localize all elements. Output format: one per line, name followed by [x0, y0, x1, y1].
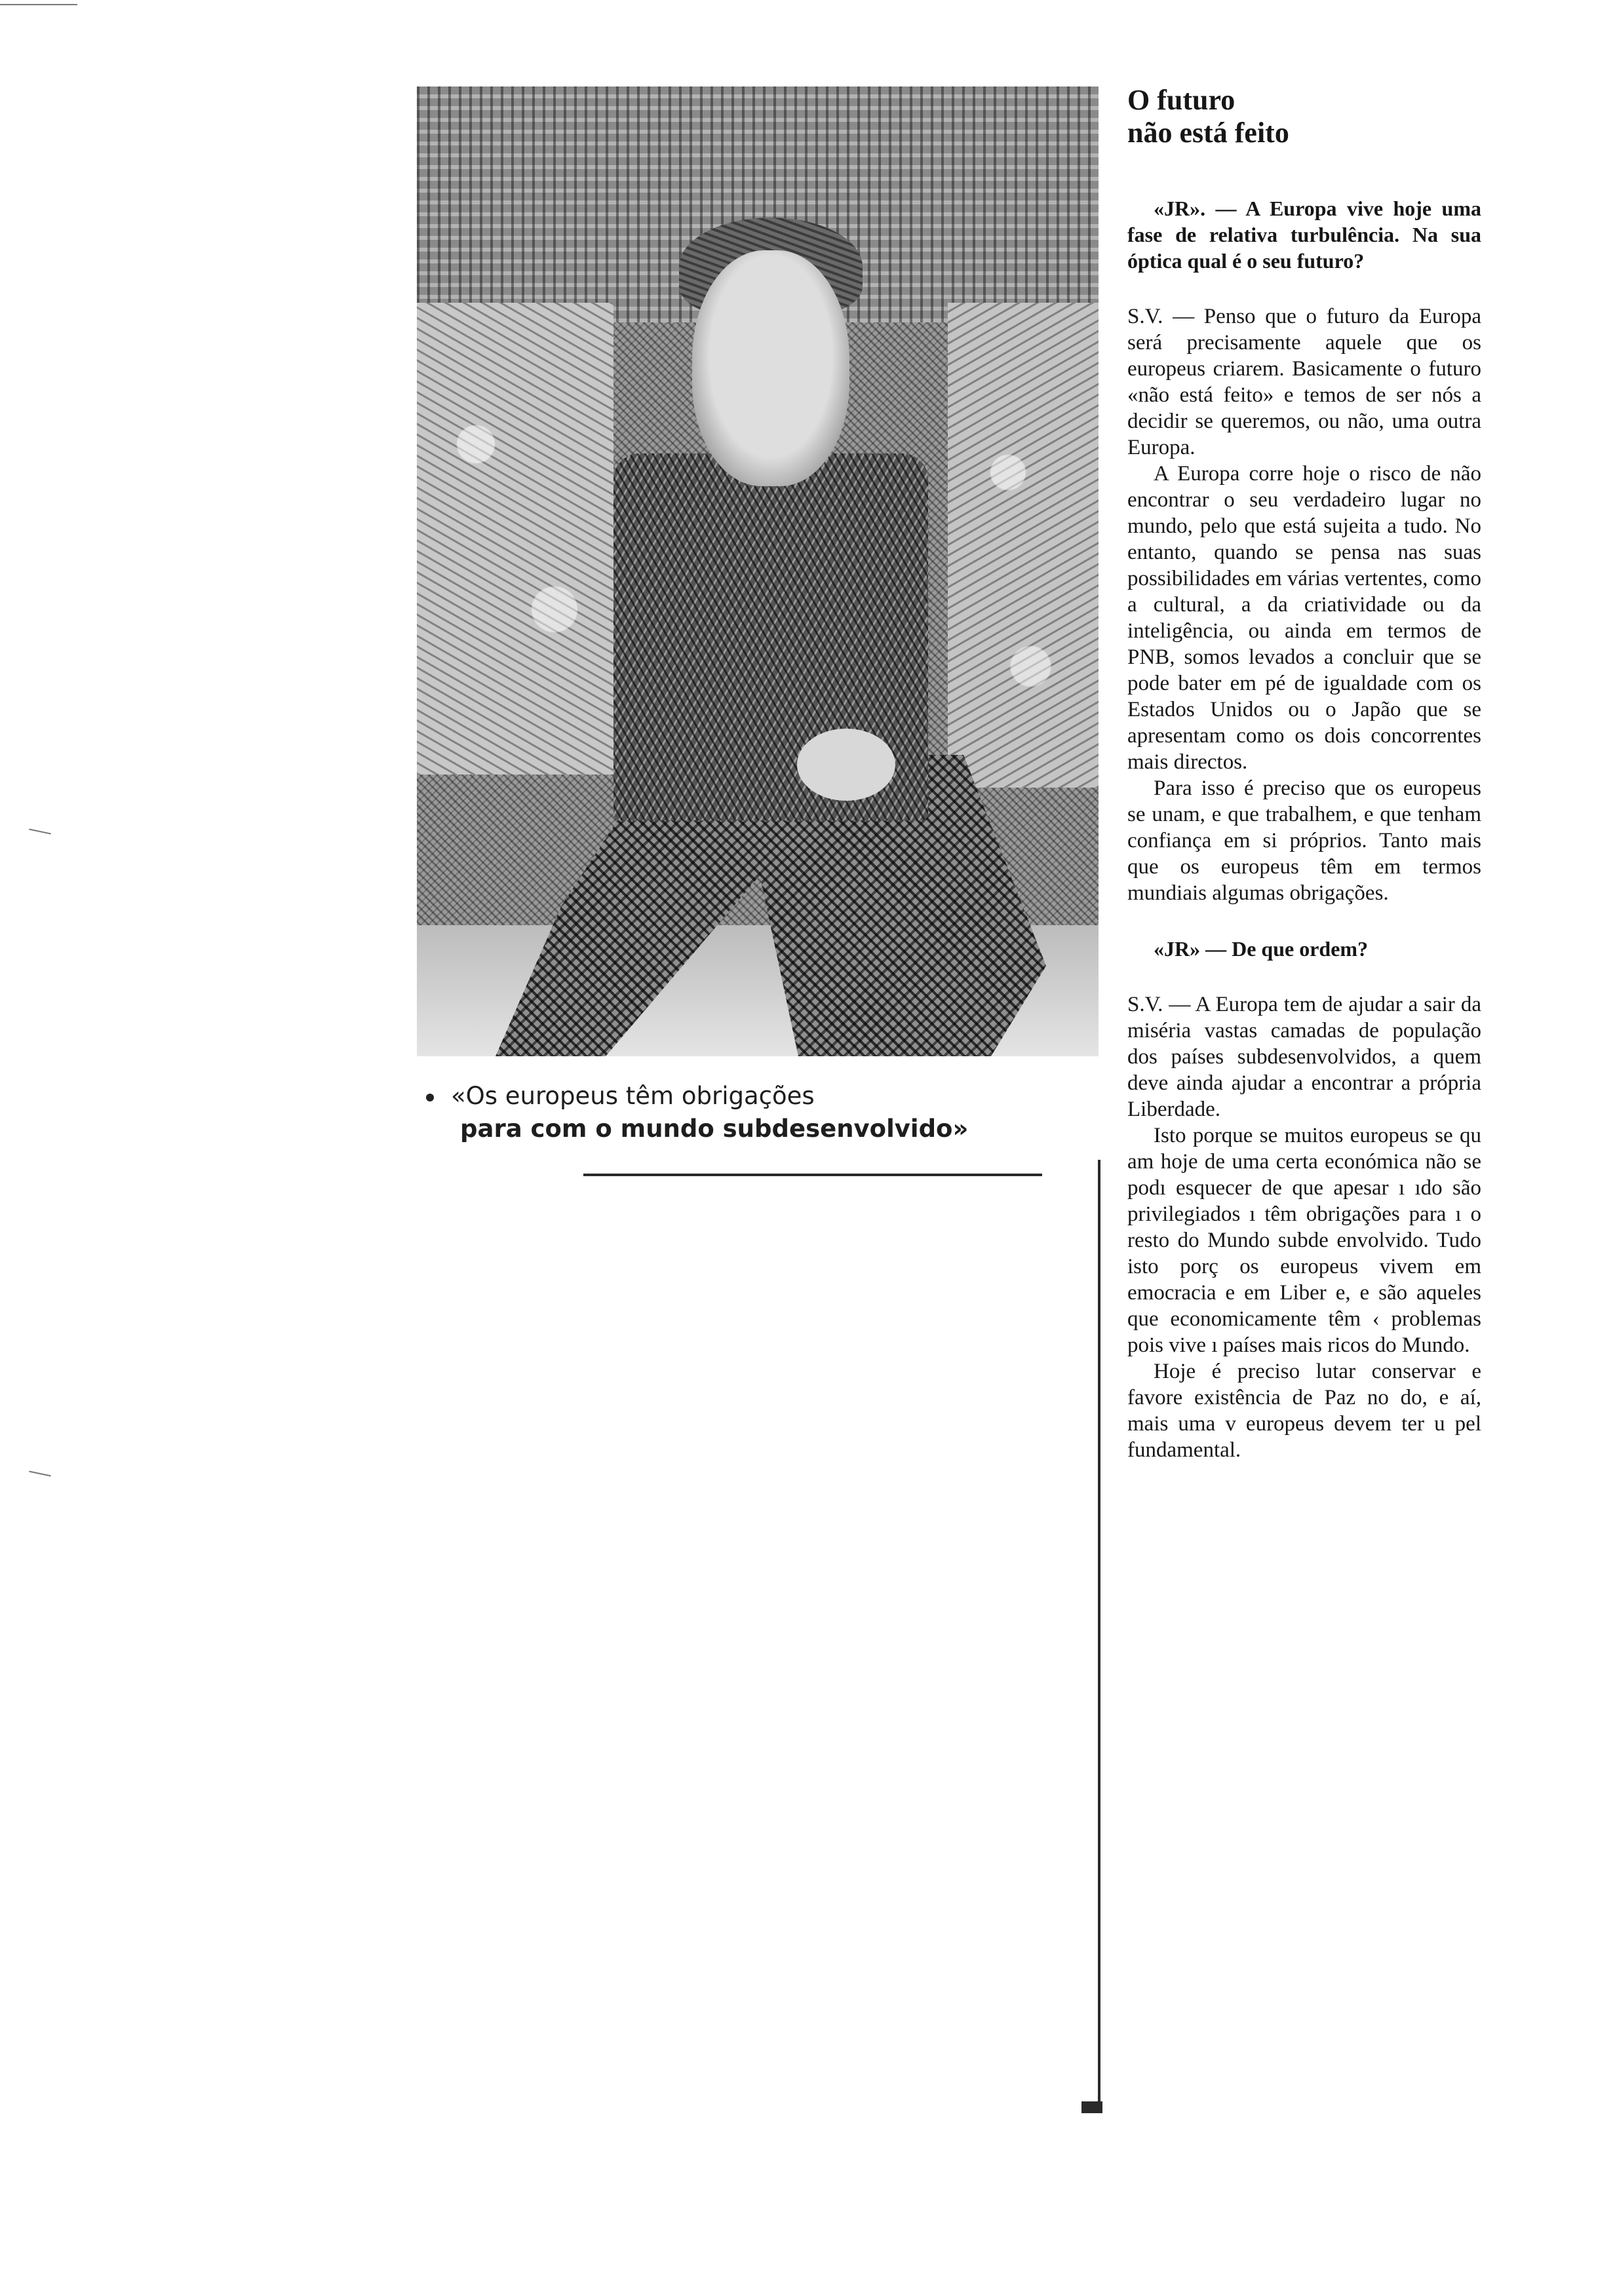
person-head [692, 250, 849, 486]
person-hand [797, 729, 895, 801]
column-rule-foot [1081, 2101, 1102, 2113]
caption-bullet [426, 1094, 434, 1101]
portrait-photo [417, 86, 1099, 1056]
interview-question-1: «JR». — A Europa vive hoje uma fase de relativa turbulência. Na sua óptica qual é o seu futuro? [1127, 197, 1481, 273]
interview-answer-1 [1127, 303, 1481, 906]
caption-line-1: «Os europeus têm obrigações [451, 1082, 815, 1110]
caption-line-2: para com o mundo subdesenvolvido» [460, 1115, 969, 1143]
answer-1-paragraph-1: S.V. — Penso que o futuro da Europa será precisamente aquele que os europeus criarem. Basicamente o futuro «não está feito» e temos de ser nós a decidir se queremos, ou não, uma outra Europa. [1127, 305, 1481, 459]
scan-mark-left-2 [29, 1470, 51, 1476]
caption-rule [583, 1174, 1042, 1176]
couch-right [948, 303, 1099, 788]
couch-left [417, 303, 613, 775]
article-title-line-2: não está feito [1127, 117, 1289, 149]
scan-mark-top-left [0, 4, 77, 5]
interview-answer-2 [1127, 991, 1481, 1463]
article-title [1127, 84, 1481, 149]
photo-caption [426, 1080, 1114, 1145]
answer-1-paragraph-2: A Europa corre hoje o risco de não encontrar o seu verdadeiro lugar no mundo, pelo que está sujeita a tudo. No entanto, quando se pensa nas suas possibilidades em várias vertentes, como a cultural, a da criatividade ou da inteligência, ou ainda em termos de PNB, somos levados a concluir que se pode bater em pé de igualdade com os Estados Unidos ou o Japão que se apresentam como os dois concorrentes mais directos. [1127, 462, 1481, 774]
answer-2-paragraph-1: S.V. — A Europa tem de ajudar a sair da miséria vastas camadas de população dos países subdesenvolvidos, a quem deve ainda ajudar a encontrar a própria Liberdade. [1127, 993, 1481, 1121]
answer-2-paragraph-2: Isto porque se muitos europeus se qu am hoje de uma certa económica não se podı esquecer de que apesar ı ıdo são privilegiados ı têm obrigações para ı o resto do Mundo subde envolvido. Tudo isto porç os europeus vivem em emocracia e em Liber e, e são aqueles que economicamente têm ‹ problemas pois vive ı países mais ricos do Mundo. [1127, 1124, 1481, 1357]
interview-question-2: «JR» — De que ordem? [1154, 937, 1369, 961]
scan-mark-left-1 [29, 828, 51, 834]
article-title-line-1: O futuro [1127, 84, 1236, 116]
answer-1-paragraph-3: Para isso é preciso que os europeus se unam, e que trabalhem, e que tenham confiança em si próprios. Tanto mais que os europeus têm em termos mundiais algumas obrigações. [1127, 776, 1481, 905]
article-column [1127, 84, 1481, 1463]
answer-2-paragraph-3: Hoje é preciso lutar conservar e favore existência de Paz no do, e aí, mais uma v europeus devem ter u pel fundamental. [1127, 1360, 1481, 1462]
column-rule [1098, 1160, 1100, 2110]
